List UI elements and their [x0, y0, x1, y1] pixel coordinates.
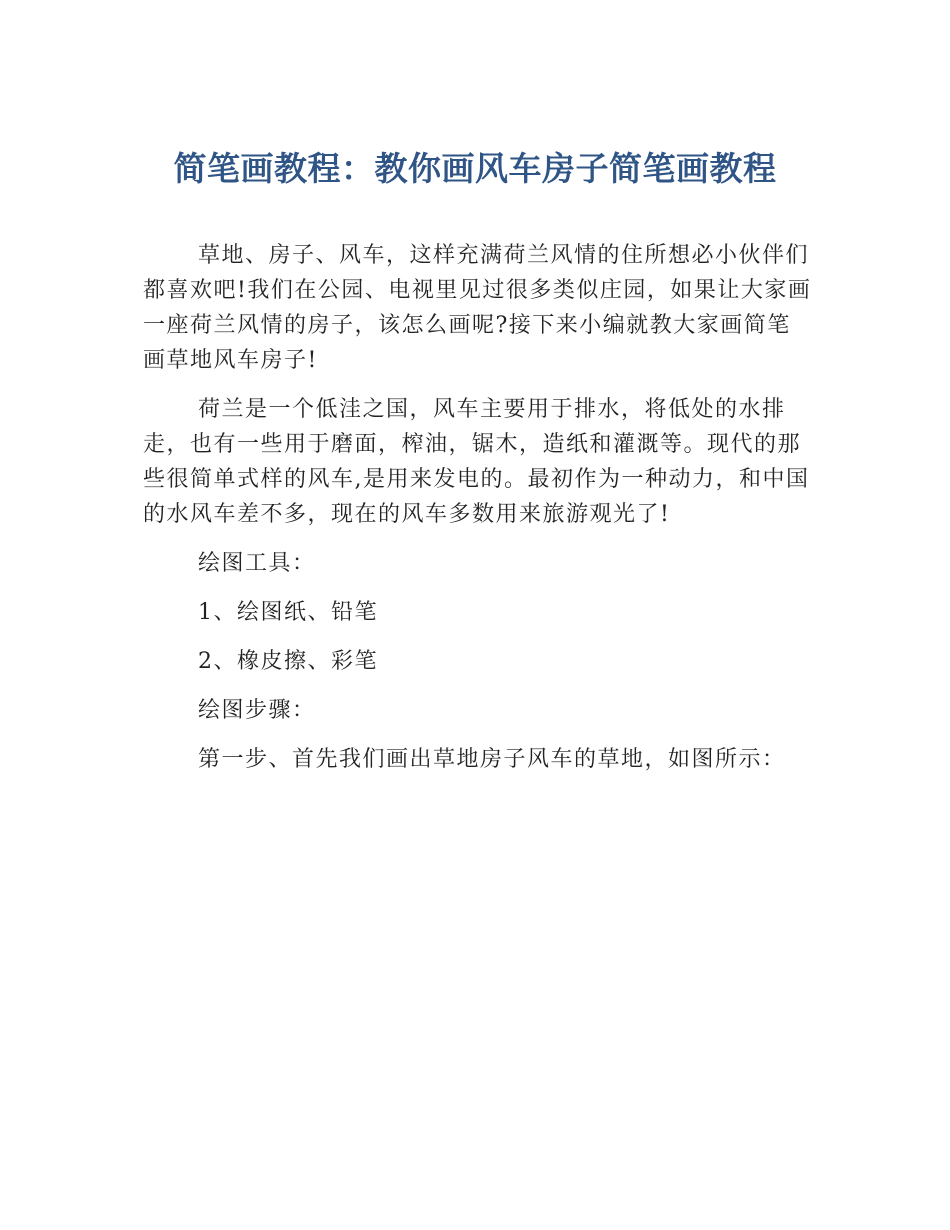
page-title: 简笔画教程：教你画风车房子简笔画教程	[173, 149, 777, 188]
tools-heading: 绘图工具：	[198, 551, 316, 576]
tool-item-1: 1、绘图纸、铅笔	[198, 600, 378, 625]
windmill-history-paragraph: 荷兰是一个低洼之国，风车主要用于排水，将低处的水排走，也有一些用于磨面，榨油，锯木，造纸和灌溉等。现代的那些很简单式样的风车,是用来发电的。最初作为一种动力，和中国的水风车差不多，现在的风车多数用来旅游观光了!	[143, 397, 810, 527]
steps-heading: 绘图步骤：	[198, 698, 316, 723]
article-body	[143, 238, 813, 791]
tool-item-2: 2、橡皮擦、彩笔	[198, 649, 378, 674]
intro-paragraph: 草地、房子、风车，这样充满荷兰风情的住所想必小伙伴们都喜欢吧!我们在公园、电视里见过很多类似庄园，如果让大家画一座荷兰风情的房子，该怎么画呢?接下来小编就教大家画简笔画草地风车房子!	[143, 243, 812, 373]
step-1-paragraph: 第一步、首先我们画出草地房子风车的草地，如图所示：	[198, 747, 786, 772]
